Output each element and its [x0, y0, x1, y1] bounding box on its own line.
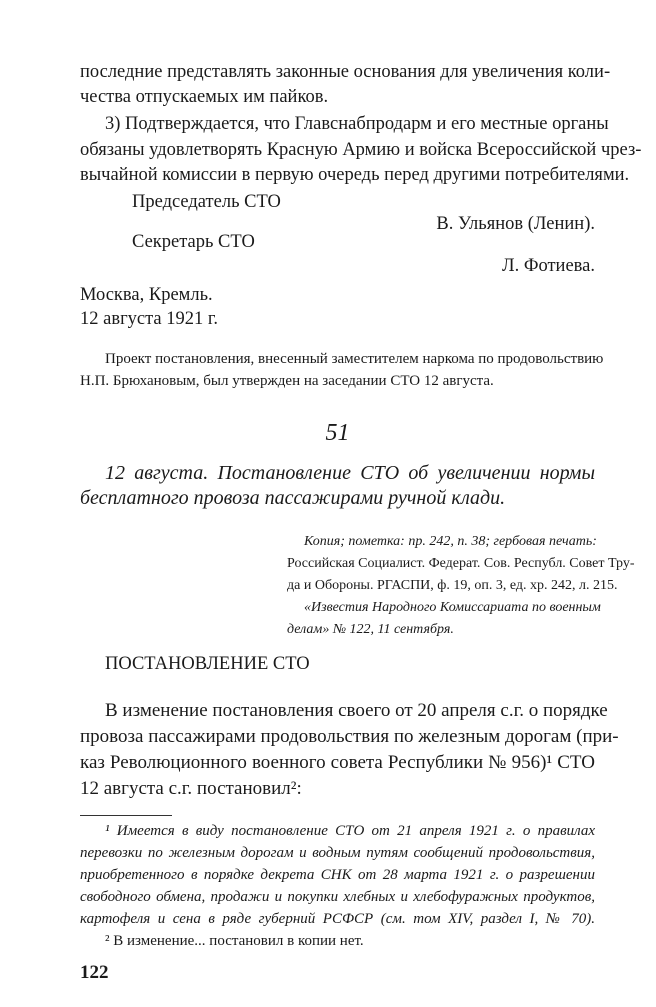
- source-line: делам» № 122, 11 сентября.: [287, 622, 454, 637]
- text-line: чества отпускаемых им пайков.: [80, 87, 329, 107]
- note-line: Проект постановления, внесенный заместителем наркома по продовольствию: [105, 351, 604, 367]
- text-line: провоза пассажирами продовольствия по железным дорогам (при-: [80, 726, 619, 747]
- place: Москва, Кремль.: [80, 285, 213, 305]
- text-line: В изменение постановления своего от 20 апреля с.г. о порядке: [105, 700, 608, 721]
- chair-name: В. Ульянов (Ленин).: [436, 214, 595, 234]
- secretary-name: Л. Фотиева.: [502, 256, 595, 276]
- text-line: вычайной комиссии в первую очередь перед другими потребителями.: [80, 165, 630, 185]
- note-line: Н.П. Брюхановым, был утвержден на заседании СТО 12 августа.: [80, 373, 494, 389]
- secretary-title: Секретарь СТО: [132, 232, 255, 252]
- doc-number: 51: [325, 420, 350, 446]
- footnote-line: ¹ Имеется в виду постановление СТО от 21 апреля 1921 г. о правилах: [105, 823, 595, 839]
- footnote-line: перевозки по железным дорогам и водным путям сообщений продовольствия,: [80, 845, 595, 861]
- text-line: обязаны удовлетворять Красную Армию и войска Всероссийской чрез-: [80, 140, 642, 160]
- chair-title: Председатель СТО: [132, 192, 281, 212]
- page-number: 122: [80, 962, 109, 983]
- doc-title-line: бесплатного провоза пассажирами ручной клади.: [80, 487, 506, 509]
- source-line: Российская Социалист. Федерат. Сов. Республ. Совет Тру-: [287, 556, 635, 571]
- footnote-rule: [80, 815, 172, 816]
- footnote-line: приобретенного в порядке декрета СНК от 28 марта 1921 г. о разрешении: [80, 867, 595, 883]
- section-heading: ПОСТАНОВЛЕНИЕ СТО: [105, 654, 310, 674]
- source-line: да и Обороны. РГАСПИ, ф. 19, оп. 3, ед. хр. 242, л. 215.: [287, 578, 618, 593]
- text-line: 12 августа с.г. постановил²:: [80, 778, 302, 799]
- text-line: каз Революционного военного совета Республики № 956)¹ СТО: [80, 752, 595, 773]
- source-line: Копия; пометка: пр. 242, п. 38; гербовая печать:: [304, 534, 597, 549]
- text-line: 3) Подтверждается, что Главснабпродарм и его местные органы: [105, 114, 609, 134]
- text-line: последние представлять законные основания для увеличения коли-: [80, 62, 611, 82]
- footnote-line: картофеля и сена в ряде губерний РСФСР (см. том XIV, раздел I, № 70).: [80, 911, 595, 927]
- footnote-2: ² В изменение... постановил в копии нет.: [105, 933, 364, 949]
- doc-title-line: 12 августа. Постановление СТО об увеличении нормы: [105, 462, 595, 484]
- date: 12 августа 1921 г.: [80, 309, 219, 329]
- source-line: «Известия Народного Комиссариата по военным: [304, 600, 601, 615]
- footnote-line: свободного обмена, продажи и покупки хлебных и хлебофуражных продуктов,: [80, 889, 595, 905]
